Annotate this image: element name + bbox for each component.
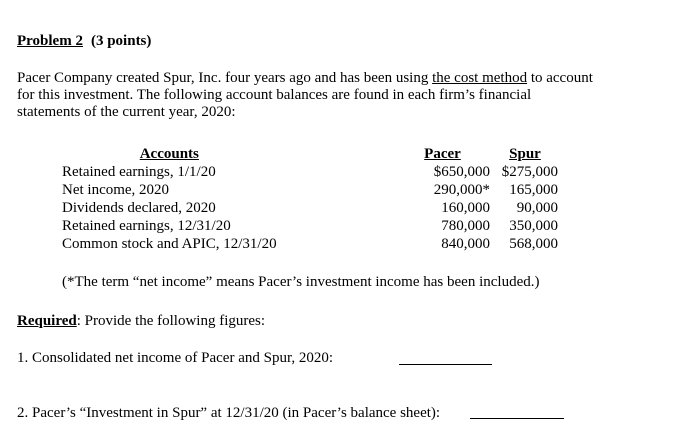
table-row-account: Net income, 2020: [62, 182, 170, 198]
table-row-account: Common stock and APIC, 12/31/20: [62, 236, 277, 252]
table-cell-spur: 90,000: [516, 200, 558, 216]
table-cell-pacer: 780,000: [441, 218, 490, 234]
answer-blank-1[interactable]: [399, 364, 492, 365]
table-cell-pacer: 840,000: [441, 236, 490, 252]
intro-line-1-pre: Pacer Company created Spur, Inc. four years ago and has been using: [17, 70, 433, 86]
table-cell-pacer: 290,000*: [433, 182, 490, 198]
intro-line-2: for this investment. The following account balances are found in each firm’s financial: [17, 87, 532, 103]
table-cell-spur: 165,000: [509, 182, 558, 198]
problem-title: [17, 33, 151, 50]
intro-paragraph: [17, 70, 593, 121]
spur-column: [492, 146, 558, 254]
table-cell-pacer: $650,000: [433, 164, 490, 180]
intro-line-1: [17, 70, 593, 87]
required-line: [17, 313, 265, 330]
required-label: Required: [17, 313, 77, 329]
account-balances-table: [62, 146, 582, 256]
answer-blank-2[interactable]: [470, 418, 564, 419]
intro-line-1-post: to account: [527, 70, 593, 86]
table-row-account: Dividends declared, 2020: [62, 200, 216, 216]
table-cell-spur: 350,000: [509, 218, 558, 234]
table-row-account: Retained earnings, 12/31/20: [62, 218, 231, 234]
problem-points: (3 points): [90, 33, 152, 49]
question-1: 1. Consolidated net income of Pacer and Spur, 2020:: [17, 350, 334, 366]
table-cell-spur: $275,000: [501, 164, 558, 180]
accounts-header: Accounts: [139, 146, 199, 162]
table-cell-spur: 568,000: [509, 236, 558, 252]
accounts-column: [62, 146, 277, 254]
problem-label: Problem 2: [17, 33, 83, 49]
pacer-header: Pacer: [424, 146, 461, 162]
table-row-account: Retained earnings, 1/1/20: [62, 164, 216, 180]
footnote: (*The term “net income” means Pacer’s investment income has been included.): [62, 274, 540, 290]
pacer-column: [395, 146, 490, 254]
table-cell-pacer: 160,000: [441, 200, 490, 216]
spur-header: Spur: [509, 146, 541, 162]
cost-method-text: the cost method: [432, 70, 528, 86]
required-text: : Provide the following figures:: [76, 313, 266, 329]
intro-line-3: statements of the current year, 2020:: [17, 104, 236, 120]
question-2: 2. Pacer’s “Investment in Spur” at 12/31/20 (in Pacer’s balance sheet):: [17, 405, 441, 421]
